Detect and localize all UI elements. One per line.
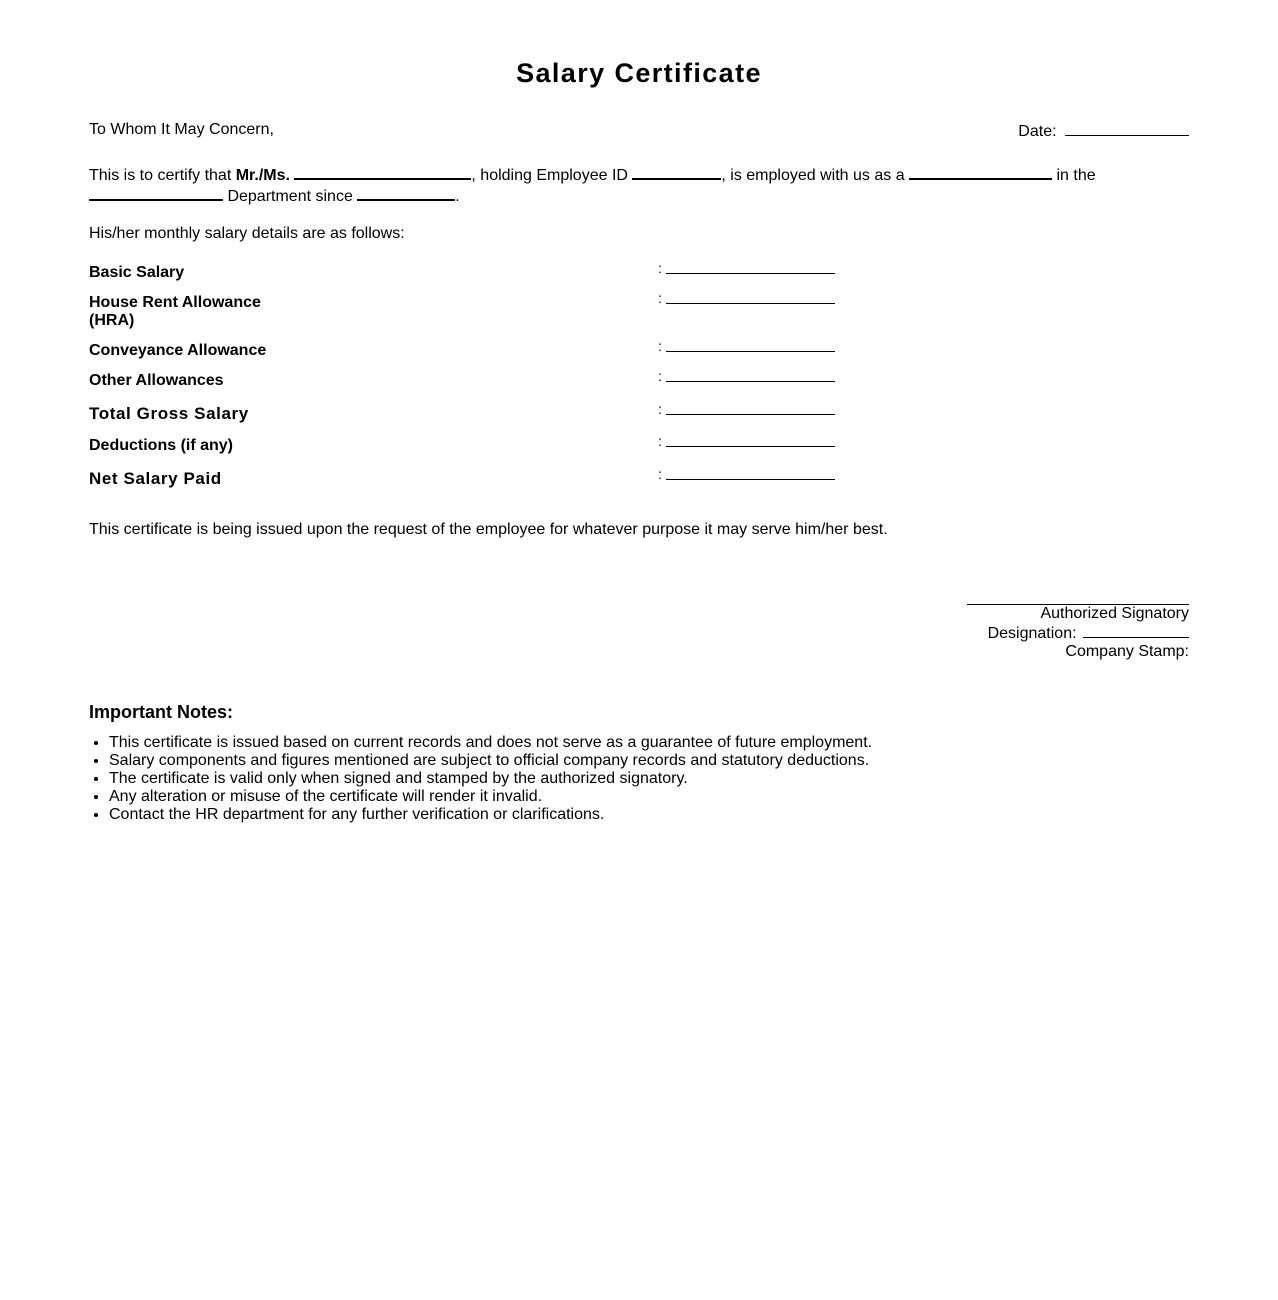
employee-name-blank[interactable] [294, 164, 471, 180]
designation-blank[interactable] [909, 164, 1052, 180]
salary-colon: : [658, 433, 662, 449]
salary-value-blank[interactable] [666, 303, 835, 304]
designation-line [967, 623, 1189, 643]
list-item: • The certificate is valid only when signed and stamped by the authorized signatory. [109, 770, 872, 788]
salary-label: Total Gross Salary [89, 404, 249, 423]
salary-colon: : [658, 290, 662, 306]
certify-text-2: , holding Employee ID [471, 167, 633, 184]
salary-value-blank[interactable] [666, 414, 835, 415]
notes-list [89, 734, 872, 824]
salary-colon: : [658, 368, 662, 384]
employee-id-blank[interactable] [632, 164, 721, 180]
salary-label: Conveyance Allowance [89, 342, 267, 359]
designation-label: Designation: [987, 625, 1077, 642]
date-line [1018, 121, 1189, 141]
salary-label: Basic Salary [89, 264, 185, 281]
salary-intro: His/her monthly salary details are as follows: [89, 225, 405, 242]
date-blank[interactable] [1065, 121, 1189, 136]
signatory-designation-blank[interactable] [1083, 623, 1189, 638]
salary-colon: : [658, 401, 662, 417]
department-blank[interactable] [89, 185, 223, 201]
certify-text-1: This is to certify that [89, 167, 236, 184]
salary-colon: : [658, 338, 662, 354]
date-label: Date: [1018, 123, 1057, 140]
greeting: To Whom It May Concern, [89, 121, 274, 138]
notes-title: Important Notes: [89, 702, 233, 722]
salary-colon: : [658, 260, 662, 276]
salary-label: Net Salary Paid [89, 469, 222, 488]
certify-text-3: , is employed with us as a [721, 167, 910, 184]
salary-label: Deductions (if any) [89, 437, 234, 454]
signatory-label: Authorized Signatory [1040, 605, 1189, 622]
list-item: • Contact the HR department for any further verification or clarifications. [109, 806, 872, 824]
certification-paragraph [89, 164, 1189, 206]
salary-value-blank[interactable] [666, 351, 835, 352]
salary-colon: : [658, 466, 662, 482]
list-item: • This certificate is issued based on current records and does not serve as a guarantee of future employment. [109, 734, 872, 752]
company-stamp-label: Company Stamp: [1065, 643, 1189, 660]
signature-block [967, 604, 1189, 661]
salary-value-blank[interactable] [666, 273, 835, 274]
certify-text-6: . [455, 188, 460, 205]
salary-label: Other Allowances [89, 372, 224, 389]
salary-value-blank[interactable] [666, 381, 835, 382]
salary-label: House Rent Allowance (HRA) [89, 294, 261, 329]
certify-text-5: Department since [223, 188, 358, 205]
salary-value-blank[interactable] [666, 446, 835, 447]
closing-statement: This certificate is being issued upon the request of the employee for whatever purpose it may serve him/her best. [89, 521, 888, 538]
list-item: • Salary components and figures mentioned are subject to official company records and statutory deductions. [109, 752, 872, 770]
certify-honorific: Mr./Ms. [235, 167, 290, 184]
page-title: Salary Certificate [516, 58, 762, 88]
salary-value-blank[interactable] [666, 479, 835, 480]
joining-date-blank[interactable] [357, 185, 455, 201]
certify-text-4: in the [1052, 167, 1096, 184]
list-item: • Any alteration or misuse of the certificate will render it invalid. [109, 788, 872, 806]
